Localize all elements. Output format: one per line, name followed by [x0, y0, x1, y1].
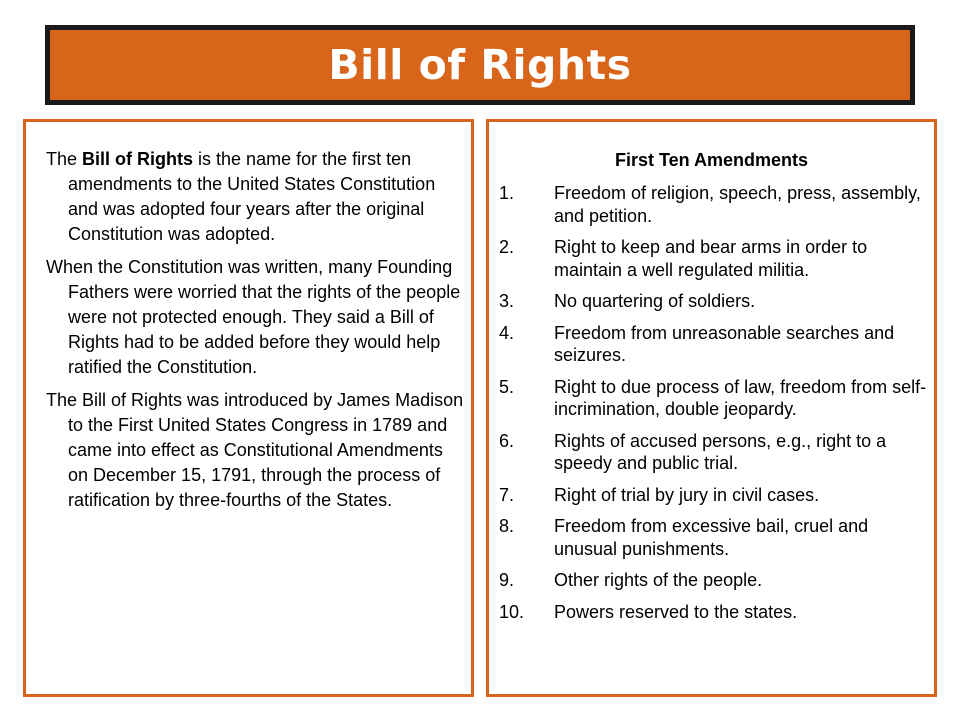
- list-item: [499, 290, 929, 313]
- list-item-text: Freedom of religion, speech, press, assembly, and petition.: [554, 183, 921, 226]
- list-item-text: Right of trial by jury in civil cases.: [554, 484, 820, 505]
- intro-paragraph-3: The Bill of Rights was introduced by James Madison to the First United States Congress in 1789 and came into effect as Constitutional Amendments on December 15, 1791, through the process of ratification by three-fourths of the States.: [46, 390, 464, 510]
- amendments-panel: [486, 119, 937, 697]
- list-item: [499, 322, 929, 367]
- list-item: [499, 430, 929, 475]
- intro-p1-end: is the name for the first ten amendments to the United States Constitution and was adopted four years after the original Constitution was adopted.: [68, 149, 436, 244]
- list-item-text: Rights of accused persons, e.g., right to a speedy and public trial.: [554, 430, 887, 473]
- list-item-text: No quartering of soldiers.: [554, 291, 756, 311]
- list-item: [499, 569, 929, 592]
- list-item: [499, 484, 929, 507]
- list-item: [499, 601, 929, 624]
- list-item-text: Freedom from unreasonable searches and seizures.: [554, 322, 895, 365]
- amendments-list: [499, 182, 929, 632]
- list-item-number: 4.: [499, 322, 515, 343]
- list-item-text: Right to due process of law, freedom from self-incrimination, double jeopardy.: [554, 376, 927, 419]
- list-item: [499, 236, 929, 281]
- list-item-text: Freedom from excessive bail, cruel and unusual punishments.: [554, 516, 869, 559]
- list-item: [499, 376, 929, 421]
- intro-text: [46, 147, 466, 521]
- amendments-heading: First Ten Amendments: [614, 150, 809, 170]
- list-item-number: 2.: [499, 237, 515, 257]
- list-item-text: Other rights of the people.: [554, 570, 763, 590]
- intro-paragraph-1: [46, 147, 466, 247]
- list-item-number: 7.: [499, 484, 515, 505]
- list-item-number: 9.: [499, 570, 515, 590]
- intro-p1-start: The: [46, 149, 83, 169]
- page-title: Bill of Rights: [328, 41, 632, 89]
- list-item-number: 8.: [499, 516, 515, 536]
- list-item-number: 3.: [499, 291, 515, 311]
- title-banner: [45, 25, 915, 105]
- list-item-number: 6.: [499, 430, 515, 451]
- list-item-number: 10.: [499, 601, 525, 622]
- list-item-number: 5.: [499, 376, 515, 397]
- list-item: [499, 515, 929, 560]
- list-item-text: Right to keep and bear arms in order to maintain a well regulated militia.: [554, 237, 868, 280]
- intro-panel: [23, 119, 474, 697]
- intro-paragraph-2: When the Constitution was written, many Founding Fathers were worried that the rights of the people were not protected enough. They said a Bill of Rights had to be added before they would help ratified the Constitution.: [46, 257, 461, 377]
- list-item-number: 1.: [499, 183, 515, 203]
- list-item: [499, 182, 929, 227]
- intro-p1-bold: Bill of Rights: [82, 149, 194, 169]
- list-item-text: Powers reserved to the states.: [554, 601, 798, 622]
